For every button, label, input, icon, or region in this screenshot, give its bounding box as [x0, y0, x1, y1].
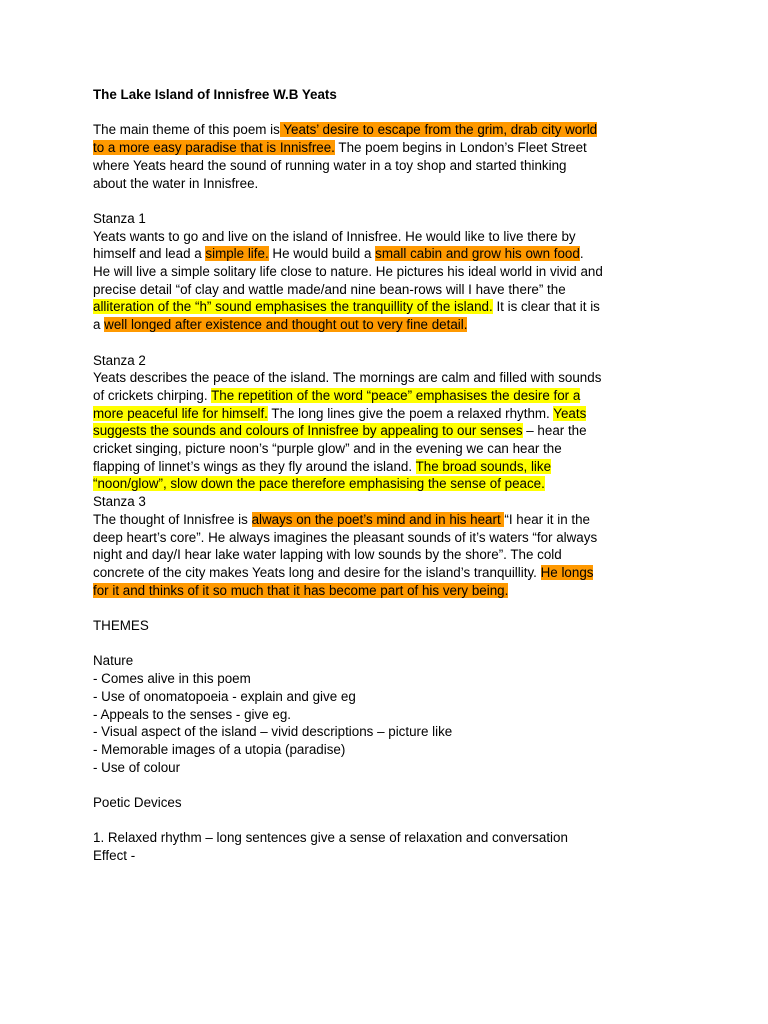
stanza1-text-2: He would build a [268, 246, 376, 262]
stanza2-highlight-2: Yeats suggests the sounds and colours of Innisfree by appealing to our senses [93, 405, 587, 439]
stanza2-highlight-1: The repetition of the word “peace” emphasises the desire for a more peaceful life for himself. [93, 387, 581, 421]
themes-heading: THEMES [93, 618, 149, 634]
intro-highlight-1: Yeats’ desire to escape from the grim, drab city world to a more easy paradise that is Innisfree. [93, 122, 598, 156]
document-title: The Lake Island of Innisfree W.B Yeats [93, 87, 337, 102]
intro-text-1: The main theme of this poem is [93, 122, 280, 138]
stanza3-paragraph [93, 511, 603, 600]
list-item: - Appeals to the senses - give eg. [93, 706, 292, 722]
stanza1-paragraph [93, 228, 603, 334]
nature-list [93, 670, 603, 776]
list-item: - Memorable images of a utopia (paradise) [93, 741, 346, 757]
stanza3-highlight-2: He longs for it and thinks of it so much that it has become part of his very being. [93, 564, 594, 598]
stanza3-heading: Stanza 3 [93, 494, 146, 510]
document-page [93, 86, 603, 865]
stanza2-heading: Stanza 2 [93, 352, 146, 368]
stanza3-text-1: The thought of Innisfree is [93, 511, 252, 527]
intro-paragraph [93, 121, 603, 192]
stanza2-highlight-3: The broad sounds, like “noon/glow”, slow down the pace therefore emphasising the sense of peace. [93, 458, 552, 492]
list-item: - Use of onomatopoeia - explain and give eg [93, 688, 356, 704]
stanza3-highlight-1: always on the poet’s mind and in his heart [251, 511, 505, 527]
stanza3-text-2: “I hear it in the deep heart’s core”. He always imagines the pleasant sounds of it’s waters “for always night and day/I hear lake water lapping with low sounds by the shore”. The cold concrete of the city makes Yeats long and desire for the island’s tranquillity. [93, 511, 598, 580]
stanza2-text-1: Yeats describes the peace of the island. The mornings are calm and filled with sounds of crickets chirping. [93, 370, 602, 403]
stanza1-highlight-3: alliteration of the “h” sound emphasises the tranquillity of the island. [93, 299, 493, 315]
effect-label: Effect - [93, 848, 136, 864]
list-item: - Visual aspect of the island – vivid descriptions – picture like [93, 724, 453, 740]
stanza1-highlight-2: small cabin and grow his own food [375, 246, 580, 262]
list-item: - Use of colour [93, 759, 181, 775]
stanza2-text-2: The long lines give the poem a relaxed rhythm. [267, 405, 554, 421]
stanza1-text-3: . He will live a simple solitary life close to nature. He pictures his ideal world in vivid and precise detail “of clay and wattle made/and nine bean-rows will I have there” the [93, 246, 603, 297]
stanza1-heading: Stanza 1 [93, 210, 146, 226]
intro-text-2: The poem begins in London’s Fleet Street where Yeats heard the sound of running water in a toy shop and started thinking about the water in Innisfree. [93, 140, 587, 191]
stanza1-text-4: It is clear that it is a [93, 299, 600, 333]
stanza2-paragraph [93, 369, 603, 493]
list-item: - Comes alive in this poem [93, 671, 251, 687]
stanza1-highlight-4: well longed after existence and thought out to very fine detail. [104, 317, 468, 333]
stanza1-text-1: Yeats wants to go and live on the island of Innisfree. He would like to live there by himself and lead a [93, 228, 576, 262]
stanza2-text-3: – hear the cricket singing, picture noon’s “purple glow” and in the evening we can hear the flapping of linnet’s wings as they fly around the island. [93, 423, 587, 474]
nature-heading: Nature [93, 653, 134, 669]
stanza1-highlight-1: simple life. [205, 246, 269, 262]
poetic-devices-heading: Poetic Devices [93, 795, 182, 811]
poetic-device-item-1: 1. Relaxed rhythm – long sentences give a sense of relaxation and conversation [93, 830, 568, 846]
